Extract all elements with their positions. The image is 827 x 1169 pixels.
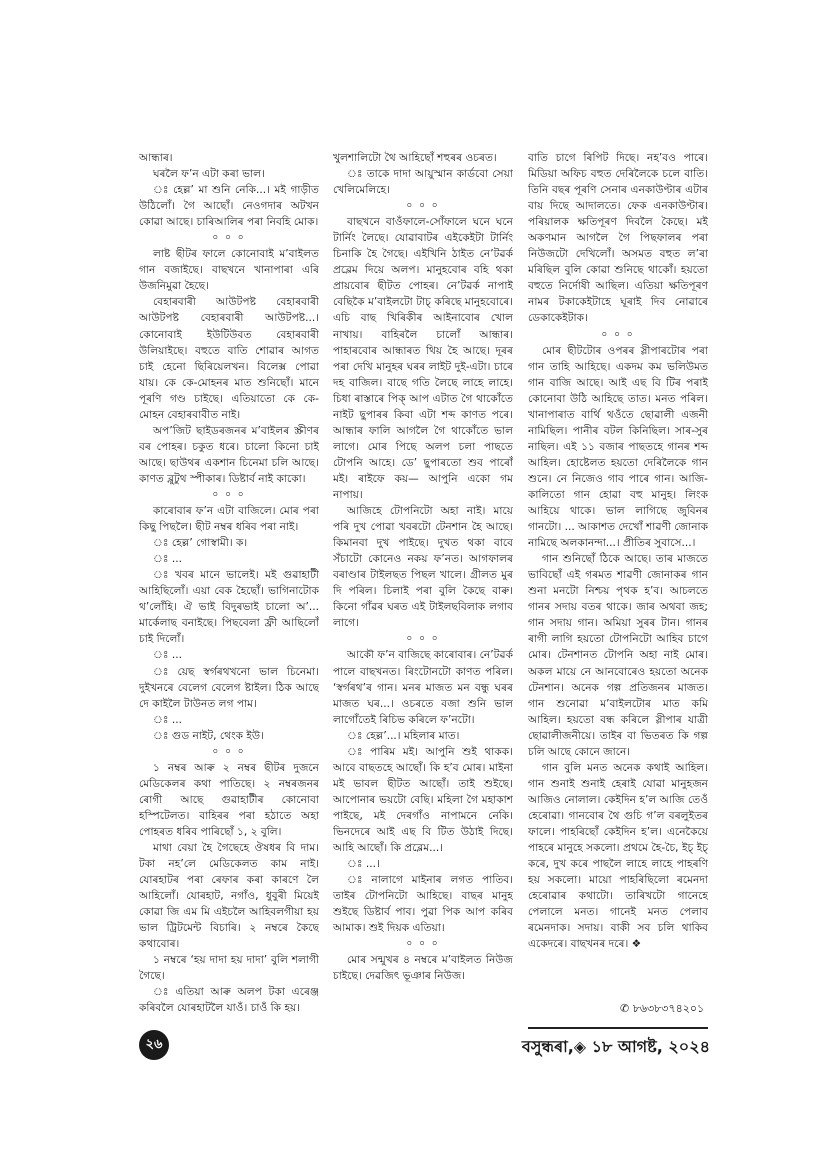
footer-issue-info: বসুন্ধৰা,◈ ১৮ আগষ্ট, ২০২৪ [521, 1037, 710, 1056]
paragraph: ১ নম্বৰ আৰু ২ নম্বৰ ছীটৰ দুজনে মেডিকেলৰ কথা পাতিছে। ২ নম্বৰজনৰ ৰোগী আছে গুৱাহাটীৰ কোনোবা হস্পিটেলত। বাহিৰৰ পৰা হঠাতে অহা পোহৰত ধৰিব পাৰিছোঁ ১, ২ বুলি। [139, 761, 319, 838]
footer-rule [528, 1027, 708, 1029]
page-number-badge: ২৬ [139, 1030, 169, 1060]
paragraph: লাষ্ট ছীটৰ ফালে কোনোবাই ম’বাইলত গান বজাইছে। বাছখনে খানাপাৰা এৰি উজনিমুৱা হৈছে। [139, 248, 319, 293]
paragraph: অপ’জিট ছাইডৰজনৰ ম’বাইলৰ স্ক্ৰীণৰ বৰ পোহৰ। চকুত ধৰে। চালো কিনো চাই আছে। ছাউথৰ একশান চিনেমা চলি আছে। কাণত ব্লুটুথ স্পীকাৰ। ডিষ্টাৰ্ব নাই কাকো। [139, 424, 319, 485]
paragraph: ঃ হেল্ল’ মা শুনি নেকি...। মই গাড়ীত উঠিলোঁ। গৈ আছোঁ। নেওগদাৰ অটখন কোৱা আছে। চাৰিআলিৰ পৰা নিবহি মোক। [139, 184, 319, 229]
text-column-1 [139, 150, 319, 1112]
section-separator: ০ ০ ০ [406, 939, 440, 950]
paragraph: ঃ য়েছ স্বৰ্গৰথখনো ভাল চিনেমা। দুইখনৰে বেলেগ বেলেগ ষ্টাইল। ঠিক আছে দে কাইলৈ টাউনত লগ পাম। [139, 665, 319, 710]
section-separator: ০ ০ ০ [601, 329, 635, 340]
paragraph: মোৰ ছীটটোৰ ওপৰৰ স্লীপাৰটোৰ পৰা গান তাহি আহিছে। একদম কম ভলিউমত গান বাজি আছে। আই এছ বি টিৰ পৰাই কোনোবা উঠি আহিছে তাত। মনত পৰিল। খানাপাৰাত বাৰ্থি থওঁতে ছোৱালী এজনী নামিছিল। পানীৰ বটল কিনিছিল। সাৰ-সুৰ নাছিল। এই ১১ বজাৰ পাছতহে গানৰ শব্দ আহিল। হোষ্টেলত হয়তো দেৰিলৈকে গান শুনে। নে নিজেও গাব পাৰে গান। আজি-কালিতো গান হোৱা বহু মানুহ। লিংক আহিয়ে থাকে। ভাল লাগিছে জুবিনৰ গানটো। ... আকাশত দেখোঁ শাৱণী জোনাক নামিছে অলকানন্দা...। প্ৰীতিৰ সুবাসে...। [528, 344, 708, 550]
text-column-2 [333, 150, 513, 1040]
section-separator: ০ ০ ০ [212, 489, 246, 500]
section-separator: ০ ০ ০ [212, 746, 246, 757]
paragraph: ঃ ... [153, 553, 183, 566]
paragraph: মাথা বেয়া হৈ গৈছেহে ঔষধৰ বি দাম। টকা নহ’লে মেডিকেলত কাম নাই। যোৰহাটৰ পৰা ৰেফাৰ কৰা কাৰণে লৈ আহিলোঁ। যোৰহাট, নগাঁও, ধুবুৰী মিয়েই কোৱা জি এম মি এইচলৈ আহিবলগীয়া হয় ভাল ট্ৰিটমেন্ট বিচাৰি। ২ নম্বৰে কৈছে কথাবোৰ। [139, 842, 319, 951]
paragraph: ঃ এতিয়া আৰু অলপ টকা এৰেঞ্জ কৰিবলৈ যোৰহাটলৈ যাওঁ। চাওঁ কি হয়। [139, 986, 319, 1015]
text-column-3 [528, 150, 708, 995]
paragraph: মোৰ সন্মুখৰ ৪ নম্বৰে ম’বাইলত নিউজ চাইছে। দেৱজিৎ ভূঞাৰ নিউজ। [333, 954, 513, 983]
paragraph: আন্ধাৰ। [139, 152, 173, 164]
paragraph: ঃ হেল্ল’...। মহিলাৰ মাত। [347, 729, 460, 742]
paragraph: ঃ খবৰ মানে ভালেই। মই গুৱাহাটী আহিছিলোঁ। এয়া বেক হৈছোঁ। ভাগিনাটোক থ’লোঁহি। ঐ ভাই বিদুৰভাই চালো অ’... মাৰ্কেলাছ বনাইছে। পিছবেলা ফ্ৰী আছিলোঁ চাই দিলোঁ। [139, 569, 319, 646]
paragraph: বাতি চাগে ৰিপিট দিছে। নহ’বও পাৰে। মিডিয়া অফিচ বহুত দেৰিলৈকে চলে বাতি। তিনি বছৰ পূৰণি সেনাৰ এনকাউণ্টাৰ এটাৰ বায় দিছে আদালতে। ফেক এনকাউণ্টাৰ। পৰিয়ালক ক্ষতিপূৰণ দিবলৈ কৈছে। মই অকণমান আগলৈ গৈ পিছফালৰ পৰা নিউজটো দেখিলোঁ। অসমত বহুত ল’ৰা মৰিছিল বুলি কোৱা শুনিছে থাকোঁ। হয়তো বহুতে নিৰ্দোষী আছিল। এতিয়া ক্ষতিপূৰণ নামৰ টকাকেইটাহে ঘূৰাই দিব নোৱাৰে ডেকাকেইটাক। [528, 152, 708, 325]
paragraph: ঃ পাৰিম মই। আপুনি শুই থাকক। আবে বাছতহে আছোঁ। কি হ’ব মোৰ। মাইনা মই ভাবল ছীটত আছোঁ। তাই শুইছে। আপোনাৰ ভয়টো বেছি। মহিলা গৈ মহাকাশ পাইছে, মই দেৰগাঁও নাপামনে নেকি। ভিনদেৰে আই এছ বি টিত উঠাই দিছে। আহি আছোঁ। কি প্ৰব্লেম...। [333, 745, 513, 855]
paragraph: আকৌ ফ’ন বাজিছে কাৰোবাৰ। নে’টৱৰ্ক পালে বাছখনত। ৰিংটোনটো কাণত পৰিল। ‘স্বৰ্গৰথ’ৰ গান। মনৰ মাজত মন বন্ধু ঘৰৰ মাজত ঘৰ...। ওচৰতে বজা শুনি ভাল লাগোঁতেই ৰিচিভ কৰিলে ফ’নটো। [333, 649, 513, 726]
section-separator: ০ ০ ০ [212, 233, 246, 244]
author-phone-number: ✆ ৮৬৩৮৩৭৪২০১ [620, 1002, 705, 1015]
paragraph: বেহাৰবাৰী আউটপষ্ট বেহাৰবাৰী আউটপষ্ট বেহাৰবাৰী আউটপষ্ট...। কোনোবাই ইউটিউবত বেহাৰবাৰী উলিয়াইছে। বহুতে বাতি শোৱাৰ আগত চাই হেনো ছিৰিয়েলখন। বিলেক্স পোৱা যায়। কে কে-মোহনৰ মাত শুনিছোঁ। মানে পূৰণি গণ্ড চাইছে। এতিয়াতো কে কে-মোহন বেহাৰবাবীত নাই। [139, 296, 319, 421]
paragraph: ঃ ...। [347, 858, 380, 871]
paragraph: আজিহে টোপনিটো অহা নাই। মায়ে পৰি দুখ পোৱা খবৰটো টেনশান হৈ আছে। কিমানবা দুখ পাইছে। দুখত থকা বাবে সঁচাটো কোনেও নকয় ফ’নত। আগফালৰ বৰাণ্ডাৰ টাইলছত পিছল খালে। গ্ৰীলত মুৰ দি পৰিল। চিলাই পৰা বুলি কৈছে বাৰু। কিনো গাঁৱৰ ঘৰত এই টাইলছবিলাক লগাব লাগে। [333, 505, 513, 630]
paragraph: ঃ ... [153, 713, 183, 726]
paragraph: ১ নম্বৰে ‘হয় দাদা হয় দাদা’ বুলি শলাগী গৈছে। [139, 954, 319, 983]
paragraph: গান শুনিছোঁ ঠিকে আছে। তাৰ মাজতে ভাবিছোঁ এই গৰমত শাৱণী জোনাকৰ গান শুনা মনটো নিশ্চয় পৃথক হ’ব। আচলতে গানৰ সদায় বতৰ থাকে। জাৰ অথবা জহ; গান সদায় গান। অমিয়া সুৰৰ টান। গানৰ ৰাগী লাগি হয়তো টোপনিটো আহিব চাগে মোৰ। টেনশানত টোপনি অহা নাই মোৰ। অকল মায়ে নে আনবোৰেও হয়তো অনেক টেনশান। অনেক গল্প প্ৰতিজনৰ মাজত। গান শুনোৱা ম’বাইলটোৰ মাত কমি আহিল। হয়তো বন্ধ কৰিলে স্লীপাৰ যাত্ৰী ছোৱালীজনীয়ে। তাইৰ বা ভিতৰত কি গল্প চলি আছে কোনে জানে। [528, 553, 708, 758]
paragraph: গান বুলি মনত অনেক কথাই আহিল। গান শুনাই শুনাই হেৰাই যোৱা মানুহজন আজিও নোলাল। কেইদিন হ’ল আজি তেওঁ হেৰোৱা। গানবোৰ থৈ গুচি গ’ল বৰলুইতৰ ফালে। পাহৰিছোঁ কেইদিন হ’ল। এনেকৈয়ে পাহৰে মানুহে সকলো। প্ৰথমে হৈ-চৈ, ইচ্ ইচ্ কৰে, দুখ কৰে পাছলৈ লাহে লাহে পাহৰণি হয় সকলো। মায়ো পাহৰিছিলো ৰমেনদা হেৰোৱাৰ কথাটো। তাৰিখটো গানেহে পেলালে মনত। গানেই মনত পেলাব ৰমেনদাক। সদায়। বাকী সব চলি থাকিব একেদৰে। বাছখনৰ দৰে। ❖ [528, 761, 708, 951]
paragraph: বাছখনে বাওঁফালে-সোঁফালে ঘনে ঘনে টাৰ্নিং লৈছে। যোৱাবাটৰ এইকেইটা টাৰ্নিং চিনাকি হৈ গৈছে। এইখিনি ঠাইত নে’টৱৰ্ক প্ৰব্লেম দিয়ে অলপ। মানুহবোৰ বহি থকা প্ৰায়বোৰ ছীটত পোহৰ। নে’টৱৰ্ক নাপাই বেছিকৈ ম’বাইলটো টাচ্ কৰিছে মানুহবোৰে। এচি বাছ খিৰিকীৰ আইনাবোৰ খোল নাখায়। বাহিৰলৈ চালোঁ আন্ধাৰ। পাহাৰবোৰ আন্ধাৰত থিয় হৈ আছে। দূৰৰ পৰা দেখি মানুহৰ ঘৰৰ লাইট দুই-এটা। চাৰে দহ বাজিল। বাছে গতি লৈছে লাহে লাহে। চিধা ৰাস্তাৰে পিক্ আপ এটাত গৈ থাকোঁতে নাইট ছুপাৰৰ কিবা এটা শব্দ কাণত পৰে। আন্ধাৰ ফালি আগলৈ গৈ থাকোঁতে ভাল লাগে। মোৰ পিছে অলপ চলা পাছতে টোপনি আহে। ডে’ ছুপাৰতো শুব পাৰোঁ মই। ৰাইফে কয়— আপুনি একো গম নাপায়। [333, 216, 513, 501]
paragraph: খুলশালিটো থৈ আহিছোঁ শহুৰৰ ওচৰত। [333, 152, 497, 164]
paragraph: ঃ হেল্ল’ গোস্বামী। ক। [153, 537, 248, 550]
paragraph: ঃ গুড নাইট, থেংক ইউ। [153, 729, 264, 742]
paragraph: ঃ ... [153, 649, 183, 662]
paragraph: ঘৰলৈ ফ’ন এটা কৰা ভাল। [153, 168, 265, 181]
paragraph: ঃ নালাগে মাইনাৰ লগত পাতিব। তাইৰ টোপনিটো আহিছে। বাছৰ মানুহ শুইছে ডিষ্টাৰ্ব পাব। পুৱা পিক আপ কৰিব আমাক। শুই দিয়ক এতিয়া। [333, 874, 513, 935]
section-separator: ০ ০ ০ [406, 634, 440, 645]
paragraph: কাৰোবাৰ ফ’ন এটা বাজিলে। মোৰ পৰা কিছু পিছলৈ। ছীট নম্বৰ ধৰিব পৰা নাই। [139, 505, 319, 534]
section-separator: ০ ০ ০ [406, 201, 440, 212]
paragraph: ঃ তাকে দাদা আয়ুস্মান কাৰ্ডবো সেয়া খেলিমেলিহে। [333, 168, 513, 197]
